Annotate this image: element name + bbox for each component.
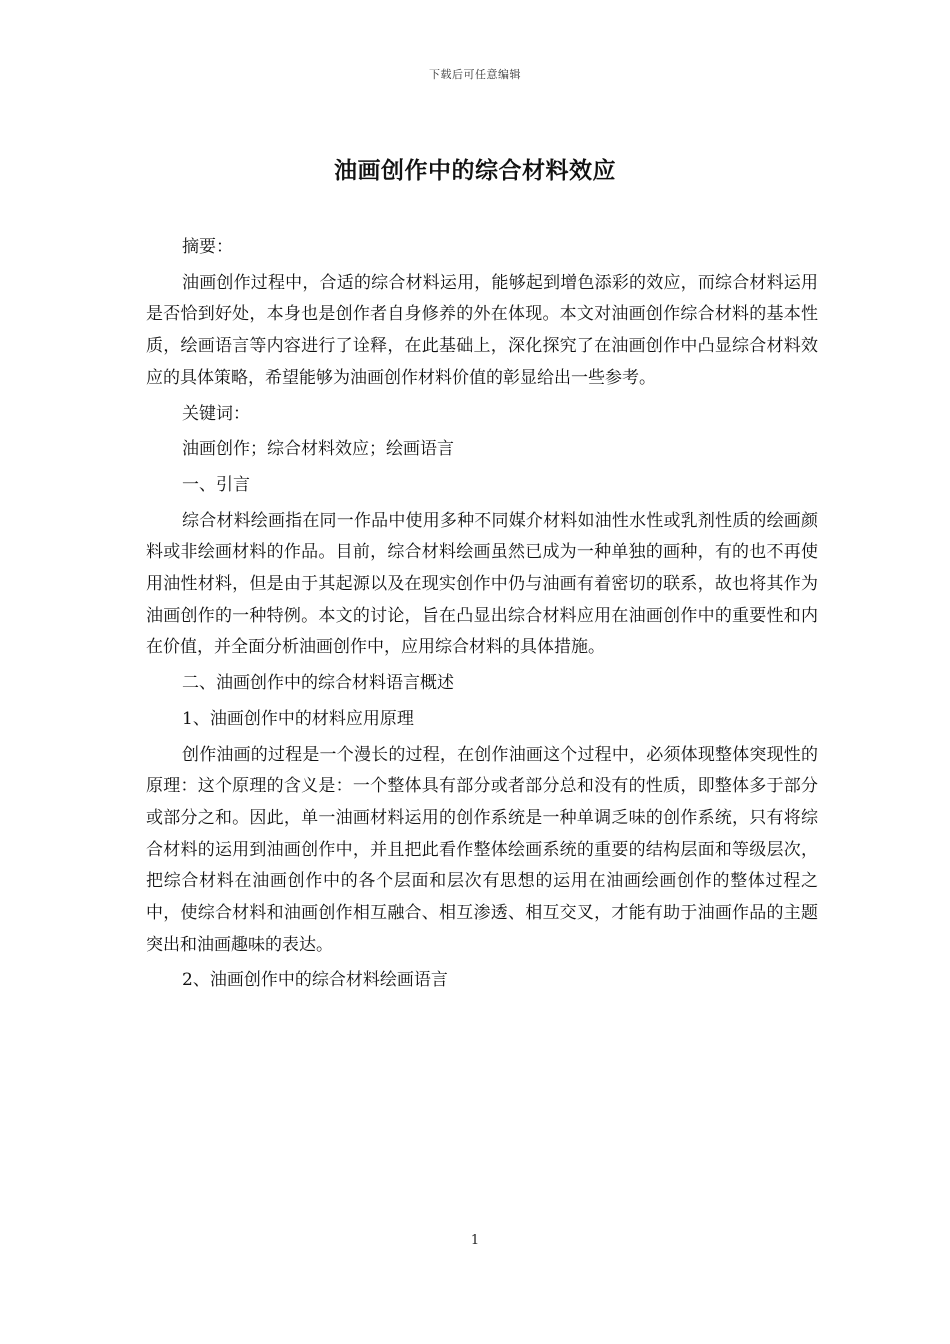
introduction-paragraph: 综合材料绘画指在同一作品中使用多种不同媒介材料如油性水性或乳剂性质的绘画颜料或非绘画材料的作品。目前，综合材料绘画虽然已成为一种单独的画种，有的也不再使用油性材料，但是由于其起源以及在现实创作中仍与油画有着密切的联系，故也将其作为油画创作的一种特例。本文的讨论，旨在凸显出综合材料应用在油画创作中的重要性和内在价值，并全面分析油画创作中，应用综合材料的具体措施。	[146, 510, 818, 658]
abstract-label: 摘要：	[182, 237, 233, 257]
principle-paragraph: 创作油画的过程是一个漫长的过程，在创作油画这个过程中，必须体现整体突现性的原理：这个原理的含义是：一个整体具有部分或者部分总和没有的性质，即整体多于部分或部分之和。因此，单一油画材料运用的创作系统是一种单调乏味的创作系统，只有将综合材料的运用到油画创作中，并且把此看作整体绘画系统的重要的结构层面和等级层次，把综合材料在油画创作中的各个层面和层次有思想的运用在油画绘画创作的整体过程之中，使综合材料和油画创作相互融合、相互渗透、相互交叉，才能有助于油画作品的主题突出和油画趣味的表达。	[146, 744, 818, 955]
document-title: 油画创作中的综合材料效应	[334, 157, 616, 184]
section-heading-overview: 二、油画创作中的综合材料语言概述	[182, 673, 454, 694]
page-number: 1	[470, 1233, 480, 1248]
header-note: 下载后可任意编辑	[429, 68, 521, 81]
section-heading-introduction: 一、引言	[182, 474, 250, 495]
keywords-label: 关键词：	[182, 403, 250, 424]
keywords-paragraph: 油画创作；综合材料效应；绘画语言	[182, 439, 454, 460]
document-body	[146, 232, 818, 1001]
subsection-heading-language: 2、油画创作中的综合材料绘画语言	[182, 970, 448, 991]
abstract-paragraph: 油画创作过程中，合适的综合材料运用，能够起到增色添彩的效应，而综合材料运用是否恰到好处，本身也是创作者自身修养的外在体现。本文对油画创作综合材料的基本性质，绘画语言等内容进行了诠释，在此基础上，深化探究了在油画创作中凸显综合材料效应的具体策略，希望能够为油画创作材料价值的彰显给出一些参考。	[146, 272, 818, 388]
subsection-heading-principle: 1、油画创作中的材料应用原理	[182, 708, 414, 729]
